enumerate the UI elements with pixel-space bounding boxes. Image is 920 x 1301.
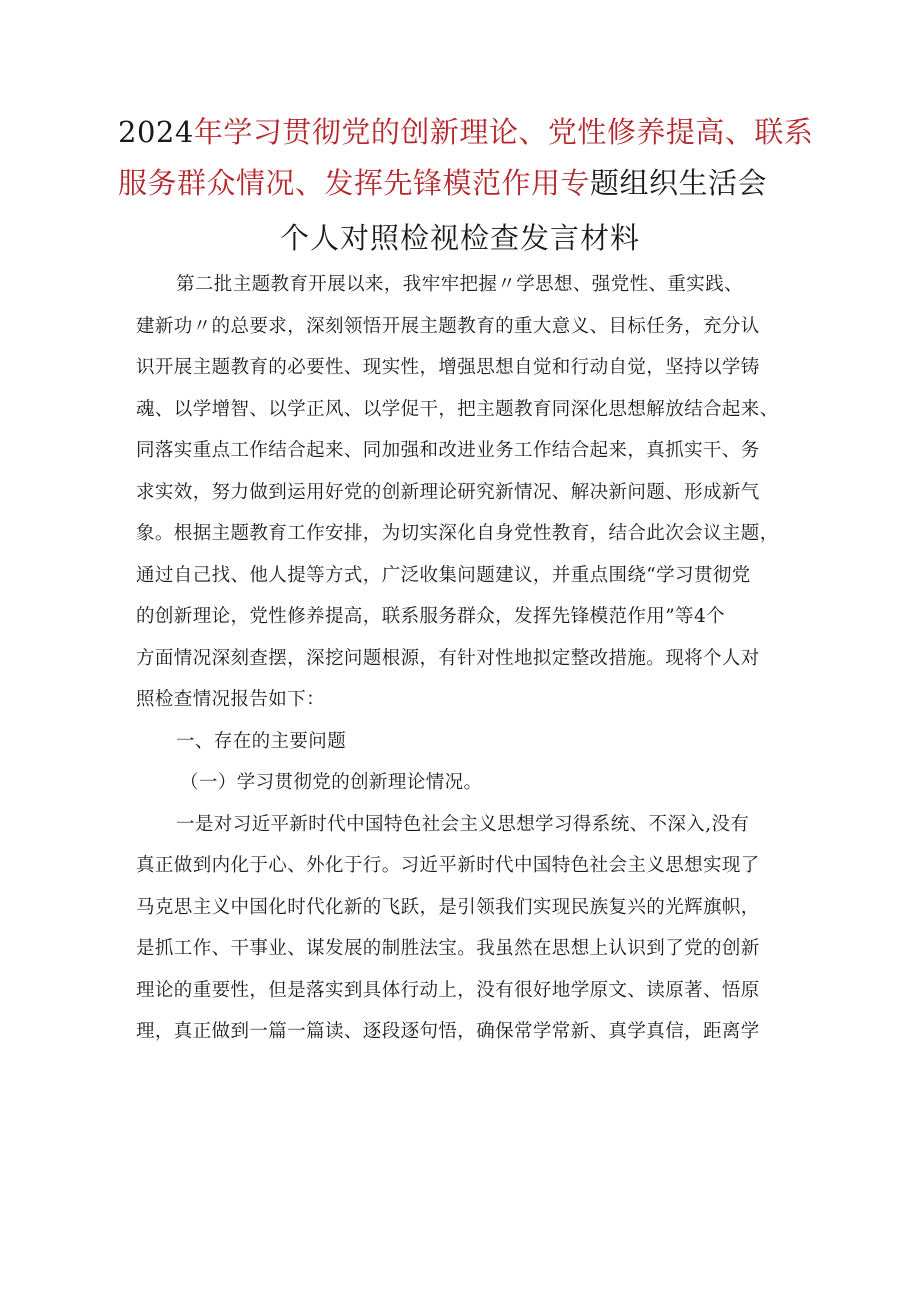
- paragraph-line: 一是对习近平新时代中国特色社会主义思想学习得系统、不深入,没有: [176, 813, 750, 835]
- title-line-1-text: 年学习贯彻党的创新理论、党性修养提高、联系: [193, 115, 814, 149]
- title-year: 2024: [118, 115, 194, 149]
- paragraph-line: 求实效，努力做到运用好党的创新理论研究新情况、解决新问题、形成新气: [136, 481, 760, 503]
- paragraph-line: 方面情况深刻查摆，深挖问题根源，有针对性地拟定整改措施。现将个人对: [136, 647, 760, 669]
- paragraph-line: 第二批主题教育开展以来，我牢牢把握〃学思想、强党性、重实践、: [176, 274, 744, 295]
- title-line-2-dark-text: 题组织生活会: [590, 166, 768, 200]
- title-line-2: [118, 163, 808, 204]
- paragraph-line: 魂、以学增智、以学正风、以学促干，把主题教育同深化思想解放结合起来、: [136, 398, 779, 420]
- section-heading: 一、存在的主要问题: [176, 730, 347, 752]
- paragraph-line: 理论的重要性，但是落实到具体行动上，没有很好地学原文、读原著、悟原: [136, 979, 760, 1001]
- document-title: [118, 112, 814, 204]
- paragraph-line: 理，真正做到一篇一篇读、逐段逐句悟，确保常学常新、真学真信，距离学: [136, 1021, 760, 1042]
- title-line-2-red-text: 服务群众情况、发挥先锋模范作用专: [118, 166, 591, 200]
- paragraph-line: 马克思主义中国化时代化新的飞跃，是引领我们实现民族复兴的光辉旗帜，: [136, 896, 760, 918]
- paragraph-line: 照检查情况报告如下：: [136, 689, 326, 710]
- paragraph-line: 的创新理论，党性修养提高，联系服务群众，发挥先锋模范作用”等4个: [136, 606, 726, 627]
- paragraph-line: 是抓工作、干事业、谋发展的制胜法宝。我虽然在思想上认识到了党的创新: [136, 938, 760, 959]
- title-line-1: [118, 112, 814, 153]
- paragraph-line: 通过自己找、他人提等方式，广泛收集问题建议，并重点围绕“学习贯彻党: [136, 564, 751, 586]
- paragraph-line: 建新功〃的总要求，深刻领悟开展主题教育的重大意义、目标任务，充分认: [136, 315, 760, 337]
- subsection-heading: （一）学习贯彻党的创新理论情况。: [180, 772, 483, 793]
- paragraph-line: 真正做到内化于心、外化于行。习近平新时代中国特色社会主义思想实现了: [136, 855, 760, 876]
- paragraph-line: 象。根据主题教育工作安排，为切实深化自身党性教育，结合此次会议主题，: [136, 523, 779, 544]
- paragraph-line: 识开展主题教育的必要性、现实性，增强思想自觉和行动自觉，坚持以学铸: [136, 357, 760, 378]
- document-body: [136, 264, 796, 1053]
- paragraph-line: 同落实重点工作结合起来、同加强和改进业务工作结合起来，真抓实干、务: [136, 440, 760, 461]
- document-subtitle: 个人对照检视检查发言材料: [279, 221, 640, 255]
